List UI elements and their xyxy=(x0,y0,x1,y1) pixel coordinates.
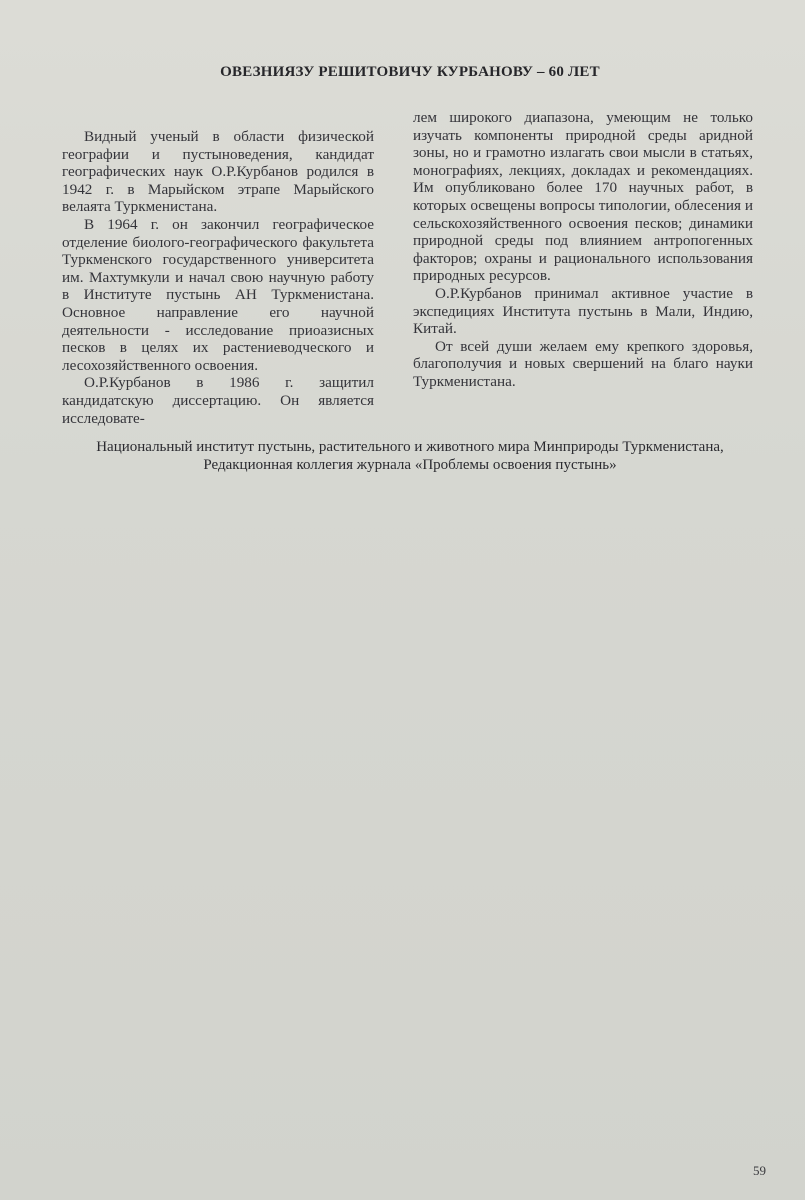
page-number: 59 xyxy=(753,1163,766,1178)
right-column xyxy=(413,109,753,391)
paragraph: лем широкого диапазона, умеющим не только изучать компоненты природной среды аридной зоны, но и грамотно излагать свои мысли в статьях, монографиях, лекциях, докладах и рекомендациях. Им опубликовано более 170 научных работ, в которых освещены вопросы типологии, облесения и сельскохозяйственного освоения песков; динамики природной среды под влиянием антропогенных факторов; охраны и рационального использования природных ресурсов. xyxy=(413,109,753,285)
paragraph: В 1964 г. он закончил географическое отделение биолого-географического факультета Туркменского государственного университета им. Махтумкули и начал свою научную работу в Институте пустынь АН Туркменистана. Основное направление его научной деятельности - исследование приоазисных песков в целях их растениеводческого и лесохозяйственного освоения. xyxy=(62,215,374,374)
paragraph: О.Р.Курбанов в 1986 г. защитил кандидатскую диссертацию. Он является исследовате- xyxy=(62,374,374,427)
article-title: ОВЕЗНИЯЗУ РЕШИТОВИЧУ КУРБАНОВУ – 60 ЛЕТ xyxy=(220,64,600,80)
signature-line: Национальный институт пустынь, растительного и животного мира Минприроды Туркменистана, xyxy=(96,439,724,455)
signature-line: Редакционная коллегия журнала «Проблемы освоения пустынь» xyxy=(203,457,617,473)
paragraph: О.Р.Курбанов принимал активное участие в экспедициях Института пустынь в Мали, Индию, Китай. xyxy=(413,284,753,338)
left-column xyxy=(62,128,374,427)
signature-block xyxy=(40,438,780,474)
paragraph: Видный ученый в области физической географии и пустыноведения, кандидат географических наук О.Р.Курбанов родился в 1942 г. в Марыйском этрапе Марыйского велаята Туркменистана. xyxy=(62,128,374,216)
paragraph: От всей души желаем ему крепкого здоровья, благополучия и новых свершений на благо науки Туркменистана. xyxy=(413,337,753,390)
